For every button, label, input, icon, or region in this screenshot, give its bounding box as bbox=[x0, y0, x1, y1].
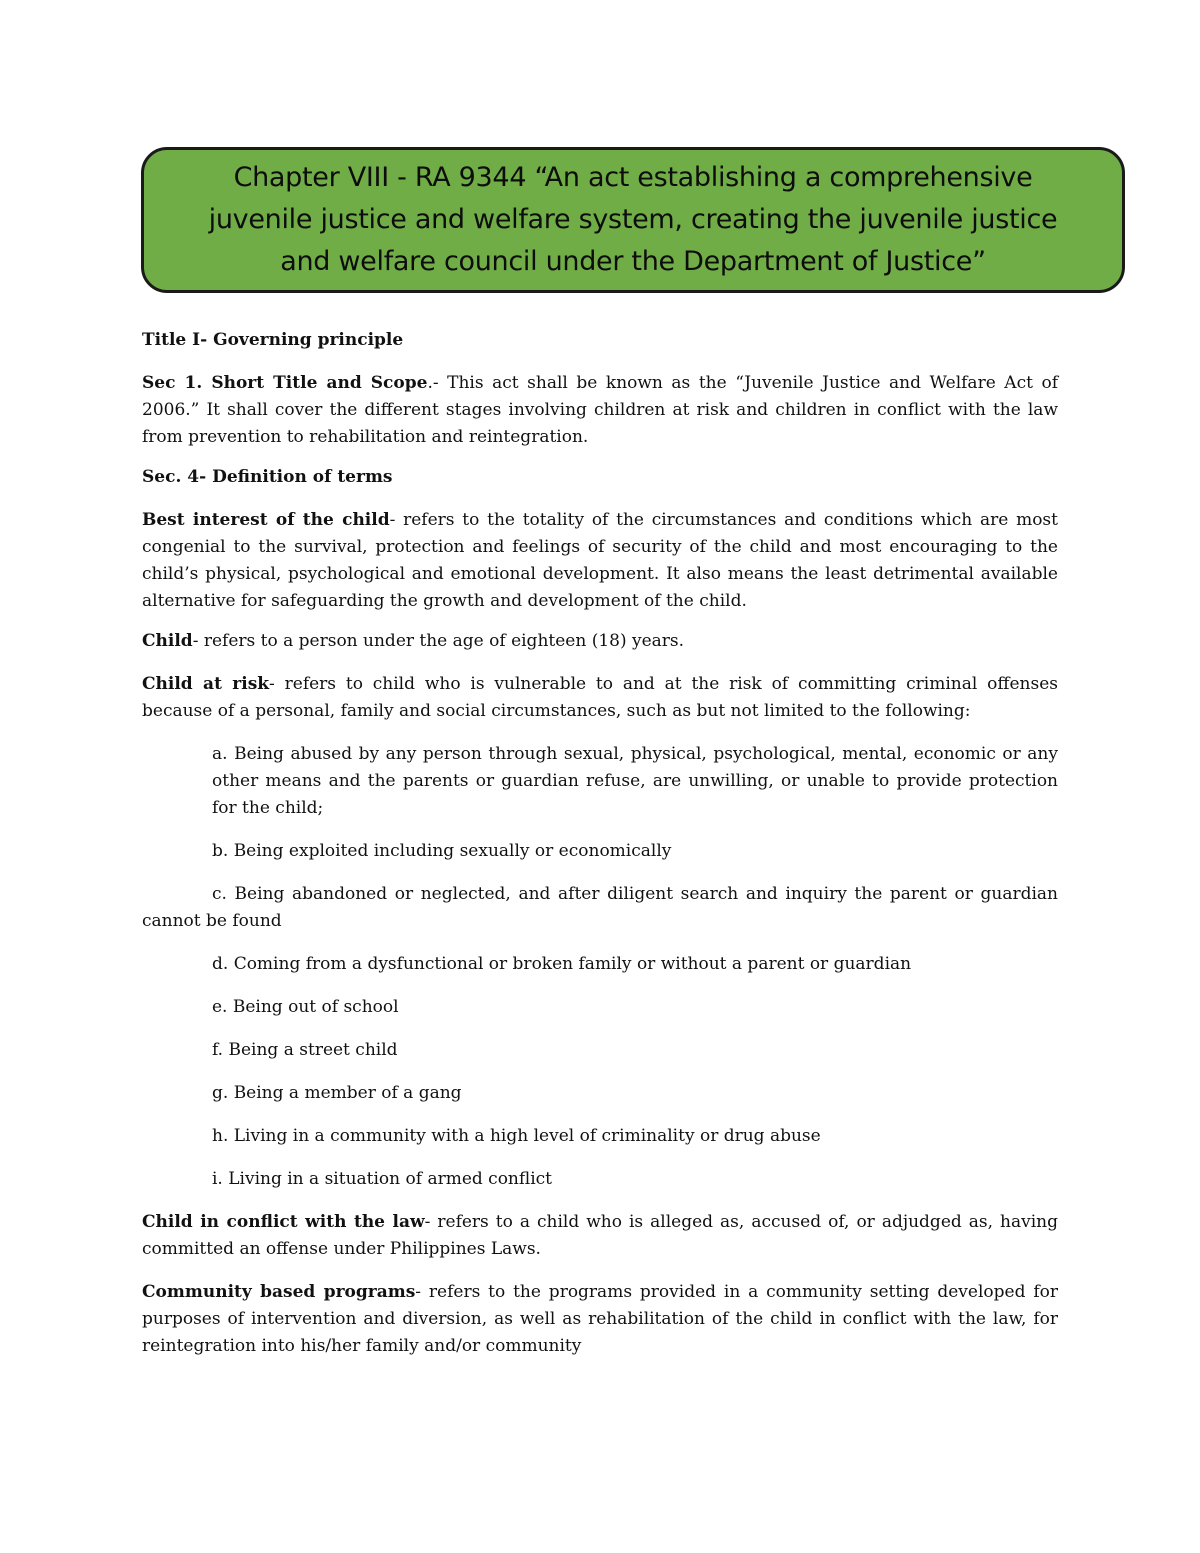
definition-best-interest-text: - refers to the totality of the circumstances and conditions which are most congenial to the survival, protection and feelings of security of the child and most encouraging to the child’s physical, psychological and emotional development. It also means the least detrimental available alternative for safeguarding the growth and development of the child. bbox=[142, 510, 1058, 611]
section-1-text: .- This act shall be known as the “Juvenile Justice and Welfare Act of 2006.” It shall cover the different stages involving children at risk and children in conflict with the law from prevention to rehabilitation and reintegration. bbox=[142, 373, 1058, 447]
section-1-label: Sec 1. Short Title and Scope bbox=[142, 373, 428, 393]
definition-community-programs-text: - refers to the programs provided in a community setting developed for purposes of intervention and diversion, as well as rehabilitation of the child in conflict with the law, for reintegration into his/her family and/or community bbox=[142, 1282, 1058, 1356]
definition-best-interest bbox=[142, 507, 1058, 615]
risk-item-i: i. Living in a situation of armed conflict bbox=[212, 1169, 552, 1189]
definition-child-at-risk bbox=[142, 671, 1058, 725]
chapter-title: Chapter VIII - RA 9344 “An act establishing a comprehensive juvenile justice and welfare system, creating the juvenile justice and welfare council under the Department of Justice” bbox=[208, 162, 1058, 277]
risk-item-h: h. Living in a community with a high level of criminality or drug abuse bbox=[212, 1126, 821, 1146]
risk-item-e: e. Being out of school bbox=[212, 997, 399, 1017]
definition-child-text: - refers to a person under the age of eighteen (18) years. bbox=[192, 631, 685, 651]
chapter-title-box bbox=[141, 147, 1125, 293]
section-1-paragraph bbox=[142, 370, 1058, 451]
document-body bbox=[142, 327, 1058, 1360]
term-child: Child bbox=[142, 631, 193, 651]
risk-item-f: f. Being a street child bbox=[212, 1040, 398, 1060]
risk-item-c: c. Being abandoned or neglected, and after diligent search and inquiry the parent or guardian cannot be found bbox=[142, 884, 1058, 931]
risk-item-a: a. Being abused by any person through sexual, physical, psychological, mental, economic or any other means and the parents or guardian refuse, are unwilling, or unable to provide protection for the child; bbox=[212, 744, 1058, 818]
definition-cicl bbox=[142, 1209, 1058, 1263]
term-child-at-risk: Child at risk bbox=[142, 674, 270, 694]
risk-item-b: b. Being exploited including sexually or economically bbox=[212, 841, 672, 861]
term-cicl: Child in conflict with the law bbox=[142, 1212, 425, 1232]
definition-cicl-text: - refers to a child who is alleged as, accused of, or adjudged as, having committed an offense under Philippines Laws. bbox=[142, 1212, 1058, 1259]
risk-item-d: d. Coming from a dysfunctional or broken family or without a parent or guardian bbox=[212, 954, 912, 974]
risk-item-g: g. Being a member of a gang bbox=[212, 1083, 462, 1103]
definition-child bbox=[142, 628, 1058, 655]
definition-child-at-risk-text: - refers to child who is vulnerable to and at the risk of committing criminal offenses because of a personal, family and social circumstances, such as but not limited to the following: bbox=[142, 674, 1058, 721]
term-community-programs: Community based programs bbox=[142, 1282, 416, 1302]
section-4-heading: Sec. 4- Definition of terms bbox=[142, 467, 393, 487]
definition-community-programs bbox=[142, 1279, 1058, 1360]
title-heading: Title I- Governing principle bbox=[142, 330, 404, 350]
term-best-interest: Best interest of the child bbox=[142, 510, 390, 530]
